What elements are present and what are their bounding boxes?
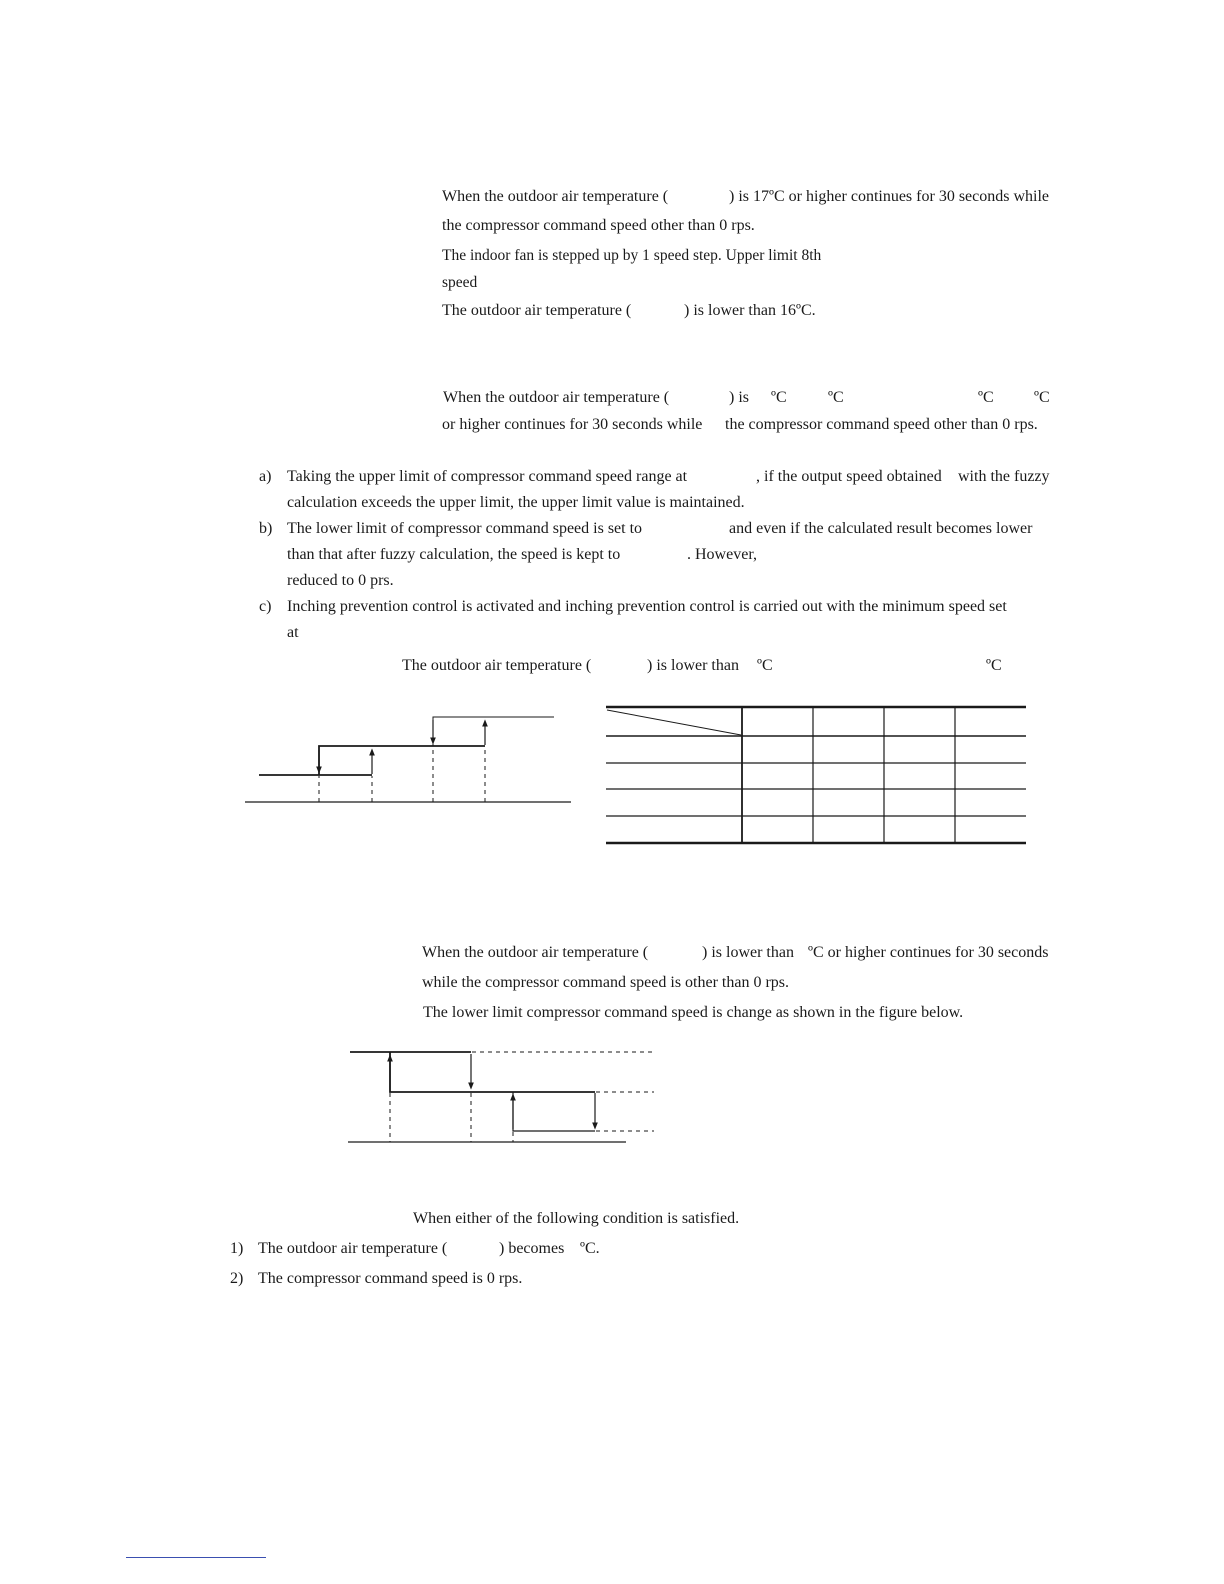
r3-item1c: ºC. bbox=[580, 1240, 600, 1257]
s3-line3: The lower limit compressor command speed is change as shown in the figure below. bbox=[423, 1004, 964, 1021]
item-a-line2: calculation exceeds the upper limit, the upper limit value is maintained. bbox=[287, 494, 745, 511]
item-a-line1c: with the fuzzy bbox=[958, 468, 1050, 485]
fan-step-diagram bbox=[245, 717, 571, 802]
item-a-marker: a) bbox=[259, 468, 272, 485]
r3-item2: The compressor command speed is 0 rps. bbox=[258, 1270, 523, 1287]
s3-line1c: ºC or higher continues for 30 seconds bbox=[808, 944, 1049, 961]
s2-unit-c4: ºC bbox=[1034, 389, 1050, 406]
s1-condition-line1b: ) is 17ºC or higher continues for 30 seconds while bbox=[729, 188, 1050, 205]
s3-line1b: ) is lower than bbox=[702, 944, 794, 961]
s2-line2b: the compressor command speed other than 0 rps. bbox=[725, 416, 1038, 433]
item-a-line1a: Taking the upper limit of compressor command speed range at bbox=[287, 468, 688, 485]
s1-action-line2: speed bbox=[442, 274, 478, 291]
r2-text-a: The outdoor air temperature ( bbox=[402, 657, 592, 674]
r3-item1-marker: 1) bbox=[230, 1240, 244, 1257]
r3-item1a: The outdoor air temperature ( bbox=[258, 1240, 448, 1257]
footer-rule bbox=[126, 1557, 266, 1558]
r3-item2-marker: 2) bbox=[230, 1270, 244, 1287]
lower-limit-level-2 bbox=[390, 1052, 595, 1092]
item-b-line1a: The lower limit of compressor command speed is set to bbox=[287, 520, 643, 537]
s3-line2: while the compressor command speed is other than 0 rps. bbox=[422, 974, 790, 991]
s2-line2a: or higher continues for 30 seconds while bbox=[442, 416, 703, 433]
s2-line1a: When the outdoor air temperature ( bbox=[443, 389, 670, 406]
item-c-line1: Inching prevention control is activated and inching prevention control is carried out with the minimum speed set bbox=[287, 598, 1007, 615]
s2-line1b: ) is bbox=[729, 389, 749, 406]
s1-release-a: The outdoor air temperature ( bbox=[442, 302, 632, 319]
lower-limit-diagram bbox=[348, 1052, 654, 1142]
s1-condition-line1a: When the outdoor air temperature ( bbox=[442, 188, 669, 205]
table-header-diagonal bbox=[607, 710, 741, 735]
s1-condition-line2: the compressor command speed other than 0 rps. bbox=[442, 217, 755, 234]
s2-unit-c3: ºC bbox=[978, 389, 994, 406]
s1-action-line1: The indoor fan is stepped up by 1 speed step. Upper limit 8th bbox=[442, 247, 822, 264]
s2-unit-c1: ºC bbox=[771, 389, 787, 406]
item-c-line2: at bbox=[287, 624, 299, 641]
item-b-line3: reduced to 0 prs. bbox=[287, 572, 394, 589]
s1-release-b: ) is lower than 16ºC. bbox=[684, 302, 816, 319]
item-b-line2a: than that after fuzzy calculation, the speed is kept to bbox=[287, 546, 621, 563]
speed-table bbox=[606, 707, 1026, 843]
r2-unit-c-right: ºC bbox=[986, 657, 1002, 674]
r3-item1b: ) becomes bbox=[499, 1240, 565, 1257]
fan-step-level-3 bbox=[433, 717, 554, 746]
item-b-line2b: . However, bbox=[687, 546, 757, 563]
r2-unit-c: ºC bbox=[757, 657, 773, 674]
r3-intro: When either of the following condition is satisfied. bbox=[413, 1210, 740, 1227]
lower-limit-level-3 bbox=[513, 1092, 595, 1131]
r2-text-b: ) is lower than bbox=[647, 657, 739, 674]
s3-line1a: When the outdoor air temperature ( bbox=[422, 944, 649, 961]
item-b-line1b: and even if the calculated result becomes lower bbox=[729, 520, 1033, 537]
fan-step-level-2 bbox=[319, 746, 485, 775]
item-b-marker: b) bbox=[259, 520, 273, 537]
item-a-line1b: , if the output speed obtained bbox=[756, 468, 942, 485]
item-c-marker: c) bbox=[259, 598, 272, 615]
s2-unit-c2: ºC bbox=[828, 389, 844, 406]
